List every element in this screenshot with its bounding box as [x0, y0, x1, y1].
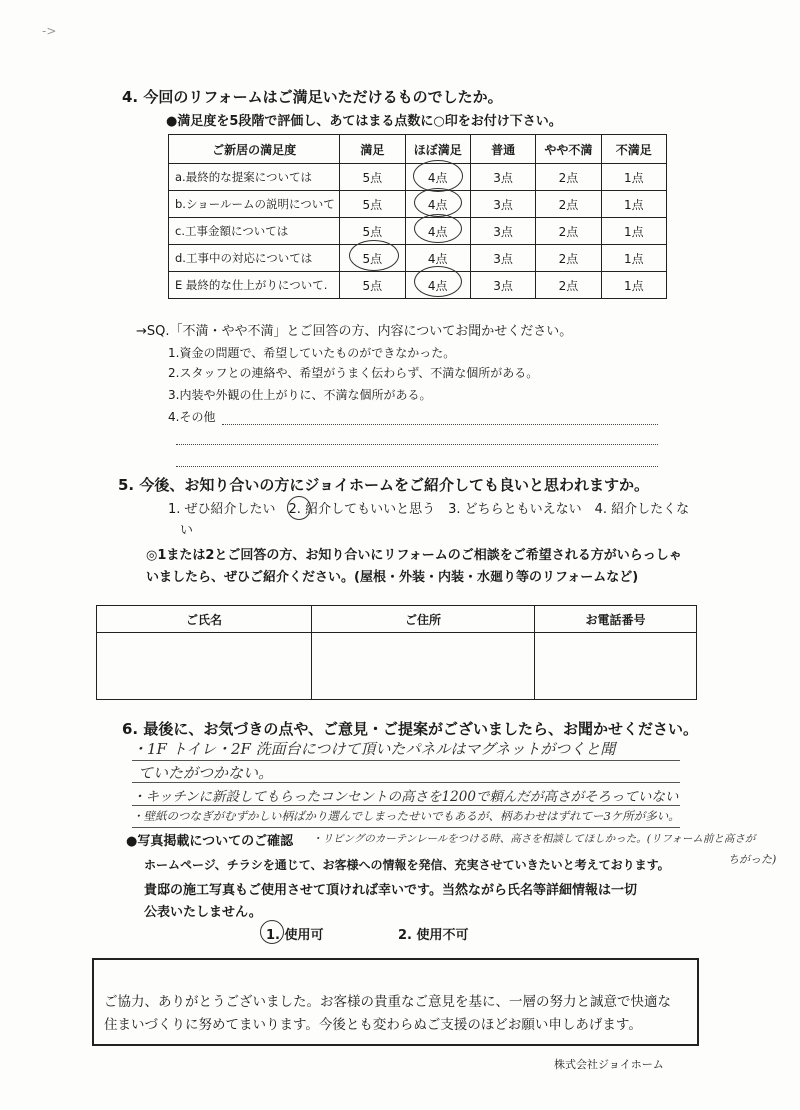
header-category: ご新居の満足度 — [169, 135, 340, 164]
score-2[interactable]: 2点 — [536, 218, 601, 245]
row-label: a.最終的な提案については — [169, 164, 340, 191]
comment-line-3 — [132, 805, 680, 806]
header-somewhat-dissatisfied: やや不満 — [536, 135, 601, 164]
question-5-title: 5. 今後、お知り合いの方にジョイホームをご紹介しても良いと思われますか。 — [118, 476, 650, 494]
handwritten-comment-5: ・リビングのカーテンレールをつける時、高さを相談してほしかった。(リフォーム前と高さが — [312, 833, 756, 845]
row-label: d.工事中の対応については — [169, 245, 340, 272]
sq-other-line-2 — [176, 444, 658, 445]
question-6-title: 6. 最後に、お気づきの点や、ご意見・ご提案がございましたら、お聞かせください。 — [122, 720, 699, 738]
header-neutral: 普通 — [470, 135, 535, 164]
header-phone: お電話番号 — [535, 606, 697, 633]
score-3[interactable]: 3点 — [470, 245, 535, 272]
score-5[interactable]: 5点 — [340, 272, 405, 299]
referral-phone-field[interactable] — [535, 633, 697, 700]
sq-option-1: 1.資金の問題で、希望していたものができなかった。 — [168, 346, 456, 360]
question-5-options: 1. ぜひ紹介したい 2. 紹介してもいいと思う 3. どちらともいえない 4. 紹介したくな — [168, 502, 690, 517]
score-1[interactable]: 1点 — [601, 191, 666, 218]
handwritten-comment-6: ちがった) — [728, 853, 777, 866]
question-5-note-line-1: ◎1または2とご回答の方、お知り合いにリフォームのご相談をご希望される方がいらっしゃ — [146, 548, 682, 563]
selection-circle-row-c — [414, 214, 462, 243]
sq-other-line-3 — [176, 466, 658, 467]
score-4[interactable]: 4点 — [405, 245, 470, 272]
sq-option-2: 2.スタッフとの連絡や、希望がうまく伝わらず、不満な個所がある。 — [168, 366, 539, 380]
corner-mark: -> — [42, 24, 57, 38]
referral-address-field[interactable] — [312, 633, 535, 700]
question-5-options-wrap: い — [180, 523, 194, 538]
photo-consent-line-1: ホームページ、チラシを通じて、お客様への情報を発信、充実させていきたいと考えております。 — [144, 858, 670, 872]
question-5-selection-circle — [287, 496, 311, 520]
score-4[interactable]: 4点 — [405, 164, 470, 191]
selection-circle-row-e — [414, 266, 462, 297]
score-2[interactable]: 2点 — [536, 245, 601, 272]
photo-consent-line-2: 貴邸の施工写真もご使用させて頂ければ幸いです。当然ながら氏名等詳細情報は一切 — [144, 883, 637, 898]
sq-option-3: 3.内装や外観の仕上がりに、不満な個所がある。 — [168, 388, 432, 402]
photo-selection-circle — [260, 920, 284, 944]
header-dissatisfied: 不満足 — [601, 135, 666, 164]
sq-option-4: 4.その他 — [168, 410, 216, 424]
photo-option-deny[interactable]: 2. 使用不可 — [398, 928, 469, 943]
row-label: b.ショールームの説明について — [169, 191, 340, 218]
closing-line-1: ご協力、ありがとうございました。お客様の貴重なご意見を基に、一層の努力と誠意で快適な — [104, 994, 671, 1010]
question-4-instruction: ●満足度を5段階で評価し、あてはまる点数に○印をお付け下さい。 — [166, 114, 562, 129]
score-2[interactable]: 2点 — [536, 272, 601, 299]
comment-line-1 — [132, 760, 680, 761]
company-name: 株式会社ジョイホーム — [554, 1058, 664, 1071]
sq-other-line-1 — [222, 424, 658, 425]
score-5[interactable]: 5点 — [340, 191, 405, 218]
selection-circle-row-d — [349, 240, 399, 271]
score-1[interactable]: 1点 — [601, 272, 666, 299]
referral-table — [96, 605, 697, 700]
photo-option-allow[interactable]: 1. 使用可 — [266, 928, 324, 943]
question-5-note-line-2: いましたら、ぜひご紹介ください。(屋根・外装・内装・水廻り等のリフォームなど) — [146, 570, 639, 585]
header-very-satisfied: 満足 — [340, 135, 405, 164]
referral-name-field[interactable] — [97, 633, 312, 700]
score-4[interactable]: 4点 — [405, 272, 470, 299]
header-address: ご住所 — [312, 606, 535, 633]
handwritten-comment-3: ・キッチンに新設してもらったコンセントの高さを1200で頼んだが高さがそろっていない — [132, 789, 679, 805]
score-3[interactable]: 3点 — [470, 191, 535, 218]
score-5[interactable]: 5点 — [340, 218, 405, 245]
score-4[interactable]: 4点 — [405, 191, 470, 218]
photo-consent-title: ●写真掲載についてのご確認 — [126, 834, 294, 849]
row-label: E 最終的な仕上がりについて. — [169, 272, 340, 299]
score-3[interactable]: 3点 — [470, 164, 535, 191]
handwritten-comment-4: ・壁紙のつなぎがむずかしい柄ばかり選んでしまったせいでもあるが、柄あわせはずれてー3ケ所が多い。 — [132, 809, 680, 823]
question-4-title: 4. 今回のリフォームはご満足いただけるものでしたか。 — [122, 88, 503, 106]
score-5[interactable]: 5点 — [340, 164, 405, 191]
selection-circle-row-b — [414, 188, 462, 217]
score-2[interactable]: 2点 — [536, 191, 601, 218]
score-1[interactable]: 1点 — [601, 245, 666, 272]
header-name: ご氏名 — [97, 606, 312, 633]
score-5[interactable]: 5点 — [340, 245, 405, 272]
satisfaction-row-d — [169, 245, 667, 272]
sq-title: →SQ.「不満・やや不満」とご回答の方、内容についてお聞かせください。 — [136, 324, 573, 339]
score-1[interactable]: 1点 — [601, 218, 666, 245]
handwritten-comment-2: ていたがつかない。 — [138, 764, 274, 782]
header-mostly-satisfied: ほぼ満足 — [405, 135, 470, 164]
score-1[interactable]: 1点 — [601, 164, 666, 191]
handwritten-comment-1: ・1F トイレ・2F 洗面台につけて頂いたパネルはマグネットがつくと聞 — [132, 740, 616, 758]
closing-line-2: 住まいづくりに努めてまいります。今後とも変わらぬご支援のほどお願い申しあげます。 — [104, 1017, 642, 1033]
score-3[interactable]: 3点 — [470, 272, 535, 299]
score-4[interactable]: 4点 — [405, 218, 470, 245]
row-label: c.工事金額については — [169, 218, 340, 245]
score-2[interactable]: 2点 — [536, 164, 601, 191]
score-3[interactable]: 3点 — [470, 218, 535, 245]
comment-line-4 — [132, 827, 680, 828]
satisfaction-header-row — [169, 135, 667, 164]
photo-consent-line-3: 公表いたしません。 — [144, 905, 262, 920]
